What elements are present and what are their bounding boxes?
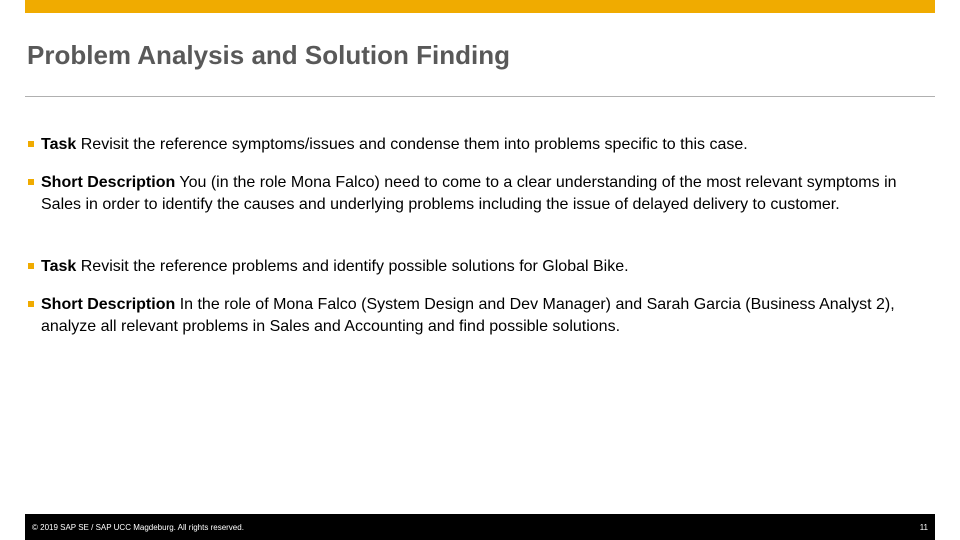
top-accent-bar: [25, 0, 935, 13]
bullet-text: You (in the role Mona Falco) need to come to a clear understanding of the most relevant symptoms in Sales in order to identify the causes and underlying problems including the issue of delayed delivery to customer.: [41, 174, 897, 213]
bullet-item-description-1: [27, 172, 927, 216]
bullet-square-icon: [28, 263, 34, 269]
bullet-lead: Short Description: [41, 296, 176, 313]
bullet-square-icon: [28, 301, 34, 307]
bullet-item-description-2: [27, 294, 927, 338]
bullet-square-icon: [28, 179, 34, 185]
page-number: 11: [919, 523, 928, 532]
footer-bar: [25, 514, 935, 540]
bullet-text: Revisit the reference symptoms/issues and condense them into problems specific to this case.: [80, 136, 748, 153]
bullet-text: Revisit the reference problems and identify possible solutions for Global Bike.: [80, 258, 629, 275]
bullet-lead: Task: [41, 258, 77, 275]
bullet-item-task-2: [27, 256, 927, 278]
bullet-item-task-1: [27, 134, 927, 156]
slide-title: Problem Analysis and Solution Finding: [27, 40, 510, 70]
bullet-list: [27, 134, 927, 354]
bullet-lead: Short Description: [41, 174, 176, 191]
footer-copyright: © 2019 SAP SE / SAP UCC Magdeburg. All rights reserved.: [32, 523, 244, 532]
bullet-text: In the role of Mona Falco (System Design and Dev Manager) and Sarah Garcia (Business Analyst 2), analyze all relevant problems in Sales and Accounting and find possible solutions.: [41, 296, 895, 335]
title-divider: [25, 96, 935, 97]
bullet-lead: Task: [41, 136, 77, 153]
bullet-square-icon: [28, 141, 34, 147]
